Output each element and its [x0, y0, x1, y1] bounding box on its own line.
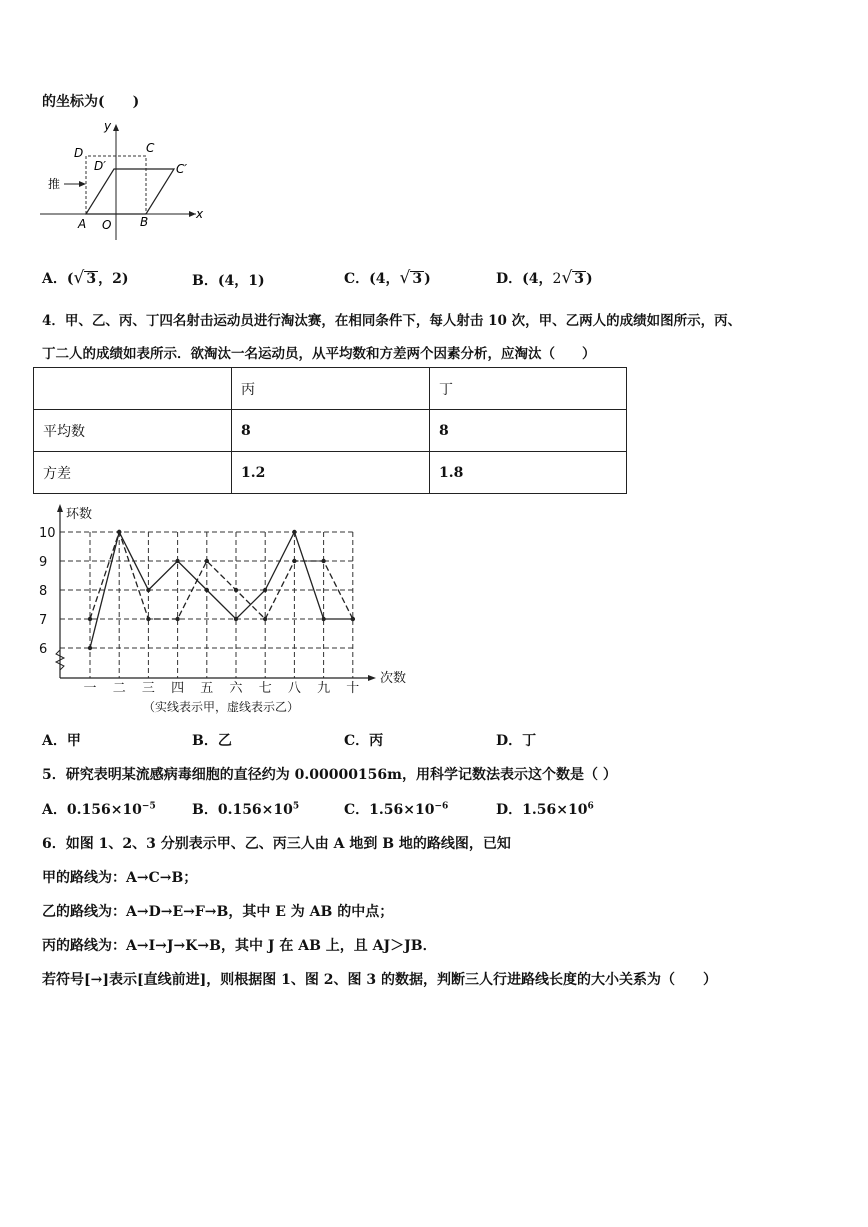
- x-tick-label: 八: [287, 681, 301, 696]
- q3-label-A: A: [78, 217, 87, 231]
- y-tick-label: 6: [39, 642, 48, 657]
- q3-option-c-suffix: ): [424, 271, 431, 287]
- data-point: [175, 559, 179, 563]
- q3-label-C1: C′: [176, 162, 188, 176]
- q3-option-d-prefix: D．(4，: [496, 271, 553, 287]
- q3-label-D1: D′: [94, 159, 106, 173]
- q4-option-d[interactable]: D．丁: [496, 733, 537, 749]
- q5-stem: 5．研究表明某流感病毒细胞的直径约为 0.00000156m，用科学记数法表示这个数是（ ）: [42, 767, 617, 783]
- q5-option-a-base: A．0.156×10: [42, 802, 142, 818]
- data-point: [146, 588, 150, 592]
- table-cell: 1.8: [430, 452, 627, 494]
- q3-label-O: O: [102, 218, 112, 232]
- x-tick-label: 九: [317, 681, 331, 696]
- data-point: [292, 530, 296, 534]
- data-point: [205, 559, 209, 563]
- q3-option-a[interactable]: A．(√ 3 ，2): [42, 268, 129, 288]
- q5-option-d-base: D．1.56×10: [496, 802, 588, 818]
- q5-option-b-exp: 5: [292, 801, 300, 812]
- q6-question: 若符号[→]表示[直线前进]，则根据图 1、图 2、图 3 的数据，判断三人行进路线长度的大小关系为（ ）: [42, 972, 717, 988]
- table-cell: 1.2: [232, 452, 430, 494]
- series-line-dashed: [90, 532, 353, 619]
- q5-option-a[interactable]: [42, 799, 156, 819]
- q3-figure: [38, 118, 208, 248]
- q5-option-c-base: C．1.56×10: [344, 802, 435, 818]
- x-tick-label: 五: [200, 681, 214, 696]
- y-axis-arrow: [57, 504, 63, 512]
- data-point: [321, 559, 325, 563]
- y-axis-label: 环数: [66, 507, 93, 522]
- table-cell: 平均数: [34, 410, 232, 452]
- q3-option-c-radicand: 3: [412, 271, 423, 287]
- q3-label-D: D: [74, 146, 84, 160]
- x-tick-label: 二: [112, 681, 126, 696]
- x-tick-label: 四: [171, 681, 185, 696]
- data-point: [88, 617, 92, 621]
- data-point: [263, 617, 267, 621]
- q3-option-b[interactable]: B．(4，1): [192, 273, 265, 289]
- x-tick-label: 三: [141, 681, 155, 696]
- q5-option-b[interactable]: [192, 799, 299, 819]
- table-header-cell: [34, 368, 232, 410]
- data-point: [234, 588, 238, 592]
- q4-option-a[interactable]: A．甲: [42, 733, 81, 749]
- q4-option-b[interactable]: B．乙: [192, 733, 232, 749]
- table-header-cell: 丁: [430, 368, 627, 410]
- x-tick-label: 十: [346, 681, 360, 696]
- y-tick-label: 7: [39, 613, 48, 628]
- q5-option-c[interactable]: [344, 799, 448, 819]
- q5-option-b-base: B．0.156×10: [192, 802, 293, 818]
- data-point: [263, 588, 267, 592]
- y-tick-label: 8: [39, 584, 48, 599]
- table-header-cell: 丙: [232, 368, 430, 410]
- q5-option-d[interactable]: [496, 799, 594, 819]
- data-point: [146, 617, 150, 621]
- data-point: [205, 588, 209, 592]
- y-tick-label: 9: [39, 555, 48, 570]
- q3-option-d-coef: 2: [552, 271, 562, 287]
- q3-option-d[interactable]: D．(4，2√ 3 ): [496, 268, 593, 288]
- q5-option-a-exp: −5: [141, 801, 156, 812]
- data-point: [88, 646, 92, 650]
- q5-option-d-exp: 6: [587, 801, 594, 812]
- q6-stem: 6．如图 1、2、3 分别表示甲、乙、丙三人由 A 地到 B 地的路线图，已知: [42, 836, 511, 852]
- q3-option-c[interactable]: C．(4，√ 3 ): [344, 268, 431, 288]
- data-point: [234, 617, 238, 621]
- data-point: [321, 617, 325, 621]
- data-point: [117, 530, 121, 534]
- table-row: [34, 410, 627, 452]
- table-cell: 8: [430, 410, 627, 452]
- q3-option-a-prefix: A．(: [42, 271, 74, 287]
- data-point: [351, 617, 355, 621]
- q3-option-a-suffix: ，2): [98, 271, 129, 287]
- table-row: [34, 452, 627, 494]
- data-point: [292, 559, 296, 563]
- table-cell: 方差: [34, 452, 232, 494]
- x-tick-label: 七: [258, 681, 272, 696]
- q3-label-push: 推: [48, 177, 61, 191]
- q3-stem-tail: 的坐标为( ): [42, 94, 140, 110]
- x-axis-label: 次数: [380, 671, 407, 686]
- q5-option-c-exp: −6: [434, 801, 449, 812]
- data-point: [175, 617, 179, 621]
- score-line-chart: [34, 500, 424, 720]
- q3-label-B: B: [140, 215, 149, 229]
- chart-caption: （实线表示甲，虚线表示乙）: [142, 700, 300, 714]
- q4-stem-line1: 4．甲、乙、丙、丁四名射击运动员进行淘汰赛，在相同条件下，每人射击 10 次，甲、乙两人的成绩如图所示，丙、: [42, 313, 742, 329]
- q6-route-bing: 丙的路线为：A→I→J→K→B，其中 J 在 AB 上，且 AJ＞JB．: [42, 938, 437, 954]
- x-axis-arrow: [368, 675, 376, 681]
- q4-score-table: [33, 367, 627, 494]
- q4-stem-line2: 丁二人的成绩如表所示．欲淘汰一名运动员，从平均数和方差两个因素分析，应淘汰（ ）: [42, 346, 596, 362]
- q3-label-C: C: [146, 141, 155, 155]
- q3-option-d-radicand: 3: [574, 271, 585, 287]
- q3-axis-y: y: [104, 119, 112, 133]
- y-tick-label: 10: [39, 526, 56, 541]
- q6-route-jia: 甲的路线为：A→C→B；: [42, 870, 198, 886]
- q3-option-c-prefix: C．(4，: [344, 271, 400, 287]
- table-cell: 8: [232, 410, 430, 452]
- table-header-row: [34, 368, 627, 410]
- q3-axis-x: x: [196, 207, 204, 221]
- x-tick-label: 一: [83, 681, 97, 696]
- q3-option-a-radicand: 3: [86, 271, 97, 287]
- q4-option-c[interactable]: C．丙: [344, 733, 384, 749]
- q6-route-yi: 乙的路线为：A→D→E→F→B，其中 E 为 AB 的中点；: [42, 904, 394, 920]
- q3-option-d-suffix: ): [586, 271, 593, 287]
- x-tick-label: 六: [229, 681, 243, 696]
